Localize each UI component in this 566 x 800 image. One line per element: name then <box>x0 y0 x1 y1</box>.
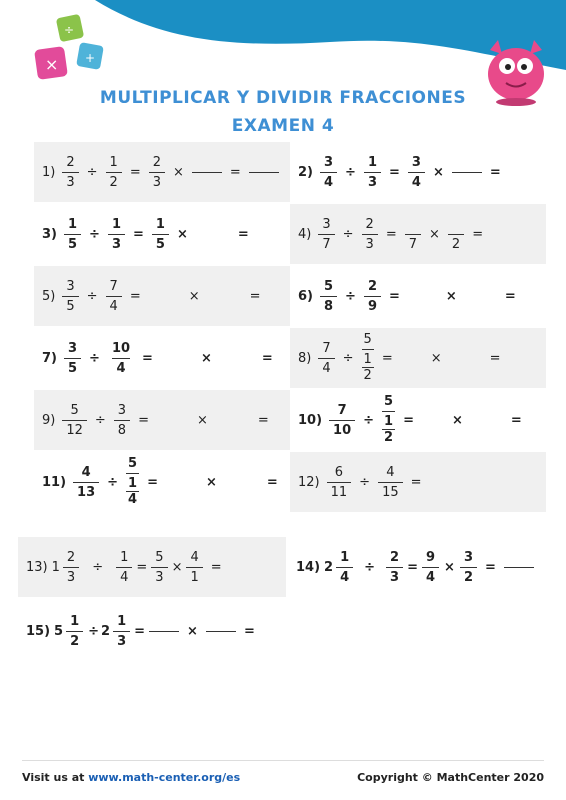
problem-number: 8) <box>298 350 312 366</box>
answer-blank[interactable] <box>149 630 179 632</box>
problem-number: 13) <box>26 559 48 575</box>
problem-11: 11) $\frac{4}{13}$ ÷ 5 1 4 = × = <box>42 456 278 507</box>
problem-number: 9) <box>42 412 56 428</box>
footer-visit: Visit us at www.math-center.org/es <box>22 771 241 784</box>
problem-number: 3) <box>42 226 57 242</box>
problem-number: 12) <box>298 474 320 490</box>
problem-number: 4) <box>298 226 312 242</box>
footer-link[interactable]: www.math-center.org/es <box>88 771 241 784</box>
problem-13: 13) 1 $\frac{2}{3}$ ÷ $\frac{1}{4}$ = $\frac{5}{3}$ × $\frac{4}{1}$ = <box>18 537 286 597</box>
problem-1: 1) $\frac{2}{3}$ ÷ $\frac{1}{2}$ = $\frac{2}{3}$ × = <box>34 142 290 202</box>
problem-number: 7) <box>42 350 57 366</box>
answer-blank[interactable] <box>504 566 534 568</box>
svg-text:+: + <box>85 51 96 65</box>
problem-2: 2) $\frac{3}{4}$ ÷ $\frac{1}{3}$ = $\frac{3}{4}$ × = <box>298 154 501 190</box>
problem-14: 14) 2 $\frac{1}{4}$ ÷ $\frac{2}{3}$ = $\frac{9}{4}$ × $\frac{3}{2}$ = <box>288 537 554 597</box>
problem-number: 15) <box>26 623 51 639</box>
worksheet-title: MULTIPLICAR Y DIVIDIR FRACCIONES <box>99 88 467 108</box>
problem-9: 9) $\frac{5}{12}$ ÷ $\frac{3}{8}$ = × = <box>34 390 290 450</box>
answer-blank[interactable] <box>206 630 236 632</box>
answer-blank[interactable] <box>192 171 222 173</box>
problem-4: 4) $\frac{3}{7}$ ÷ $\frac{2}{3}$ = 7 × 2 = <box>290 204 546 264</box>
svg-text:÷: ÷ <box>64 23 75 37</box>
problem-number: 5) <box>42 288 56 304</box>
problem-12: 12) $\frac{6}{11}$ ÷ $\frac{4}{15}$ = <box>290 452 546 512</box>
svg-text:×: × <box>45 55 59 74</box>
footer-divider <box>22 760 544 761</box>
problem-6: 6) $\frac{5}{8}$ ÷ $\frac{2}{9}$ = × = <box>298 278 516 314</box>
worksheet-subtitle: EXAMEN 4 <box>231 116 335 136</box>
problem-number: 14) <box>296 559 321 575</box>
dice-illustration-icon <box>30 14 110 94</box>
answer-blank[interactable] <box>452 171 482 173</box>
problem-number: 2) <box>298 164 313 180</box>
problem-number: 10) <box>298 412 323 428</box>
problem-5: 5) $\frac{3}{5}$ ÷ $\frac{7}{4}$ = × = <box>34 266 290 326</box>
answer-blank[interactable] <box>249 171 279 173</box>
problem-number: 11) <box>42 474 67 490</box>
problem-3: 3) $\frac{1}{5}$ ÷ $\frac{1}{3}$ = $\frac{1}{5}$ × = <box>42 216 249 252</box>
problem-number: 1) <box>42 164 56 180</box>
problem-8: 8) $\frac{7}{4}$ ÷ 5 1 2 = × = <box>290 328 546 388</box>
footer-copyright: Copyright © MathCenter 2020 <box>357 771 544 784</box>
problem-7: 7) $\frac{3}{5}$ ÷ $\frac{10}{4}$ = × = <box>42 340 273 376</box>
problem-10: 10) $\frac{7}{10}$ ÷ 5 1 2 = × = <box>298 394 522 445</box>
problem-number: 6) <box>298 288 313 304</box>
problem-15: 15) 5 $\frac{1}{2}$ ÷ 2 $\frac{1}{3}$ = × = <box>26 613 255 649</box>
